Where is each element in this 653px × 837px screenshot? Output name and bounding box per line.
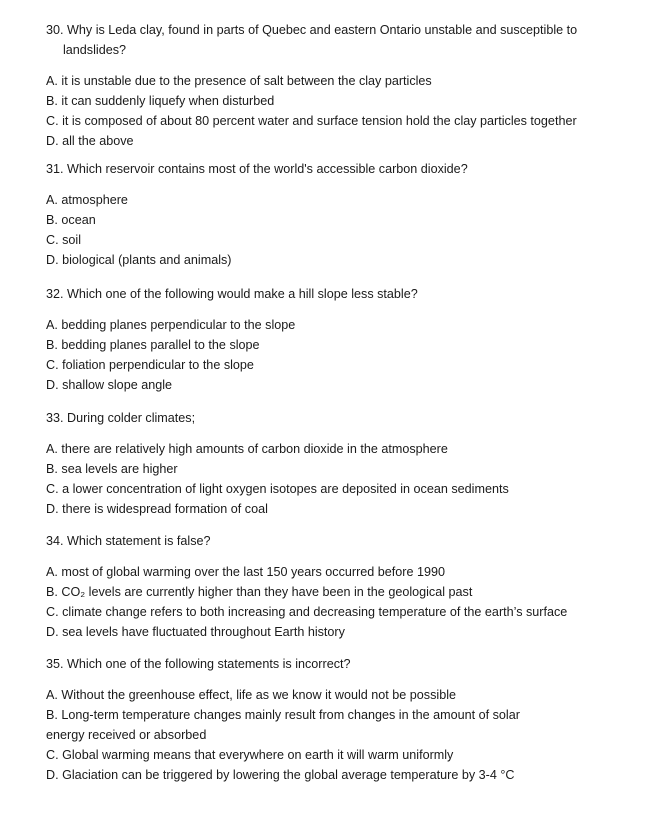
option-c: C. a lower concentration of light oxygen isotopes are deposited in ocean sediments bbox=[46, 482, 509, 496]
option-b: B. bedding planes parallel to the slope bbox=[46, 338, 260, 352]
question-stem: 35. Which one of the following statements is incorrect? bbox=[46, 657, 351, 671]
question-32 bbox=[46, 284, 616, 395]
option-c: C. climate change refers to both increasing and decreasing temperature of the earth’s surface bbox=[46, 605, 568, 619]
option-list bbox=[46, 71, 616, 151]
option-d: D. Glaciation can be triggered by lowering the global average temperature by 3-4 °C bbox=[46, 768, 515, 782]
question-34 bbox=[46, 531, 616, 642]
question-stem: 34. Which statement is false? bbox=[46, 534, 211, 548]
option-d: D. all the above bbox=[46, 134, 134, 148]
question-35 bbox=[46, 654, 616, 785]
option-a: A. there are relatively high amounts of carbon dioxide in the atmosphere bbox=[46, 442, 448, 456]
option-c: C. it is composed of about 80 percent water and surface tension hold the clay particles together bbox=[46, 114, 577, 128]
option-c: C. Global warming means that everywhere on earth it will warm uniformly bbox=[46, 748, 454, 762]
question-stem: 31. Which reservoir contains most of the world's accessible carbon dioxide? bbox=[46, 162, 468, 176]
option-b: B. ocean bbox=[46, 213, 96, 227]
question-30 bbox=[46, 20, 616, 151]
option-a: A. Without the greenhouse effect, life as we know it would not be possible bbox=[46, 688, 457, 702]
question-33 bbox=[46, 408, 616, 519]
option-b: B. it can suddenly liquefy when disturbed bbox=[46, 94, 275, 108]
option-b: B. Long-term temperature changes mainly result from changes in the amount of solar energy received or absorbed bbox=[46, 708, 520, 742]
option-b: B. CO₂ levels are currently higher than they have been in the geological past bbox=[46, 585, 473, 599]
question-stem: 33. During colder climates; bbox=[46, 411, 196, 425]
option-list bbox=[46, 190, 616, 270]
option-list bbox=[46, 439, 616, 519]
option-a: A. bedding planes perpendicular to the slope bbox=[46, 318, 296, 332]
question-stem: 32. Which one of the following would make a hill slope less stable? bbox=[46, 287, 418, 301]
option-b: B. sea levels are higher bbox=[46, 462, 178, 476]
option-a: A. it is unstable due to the presence of salt between the clay particles bbox=[46, 74, 432, 88]
option-list bbox=[46, 315, 616, 395]
option-d: D. sea levels have fluctuated throughout Earth history bbox=[46, 625, 345, 639]
option-a: A. most of global warming over the last 150 years occurred before 1990 bbox=[46, 565, 446, 579]
option-c: C. foliation perpendicular to the slope bbox=[46, 358, 254, 372]
option-c: C. soil bbox=[46, 233, 81, 247]
option-list bbox=[46, 562, 616, 642]
question-stem: 30. Why is Leda clay, found in parts of Quebec and eastern Ontario unstable and susceptible to landslides? bbox=[46, 23, 578, 57]
option-a: A. atmosphere bbox=[46, 193, 128, 207]
option-d: D. shallow slope angle bbox=[46, 378, 173, 392]
option-d: D. there is widespread formation of coal bbox=[46, 502, 268, 516]
option-d: D. biological (plants and animals) bbox=[46, 253, 232, 267]
question-31 bbox=[46, 159, 616, 270]
option-list bbox=[46, 685, 616, 785]
